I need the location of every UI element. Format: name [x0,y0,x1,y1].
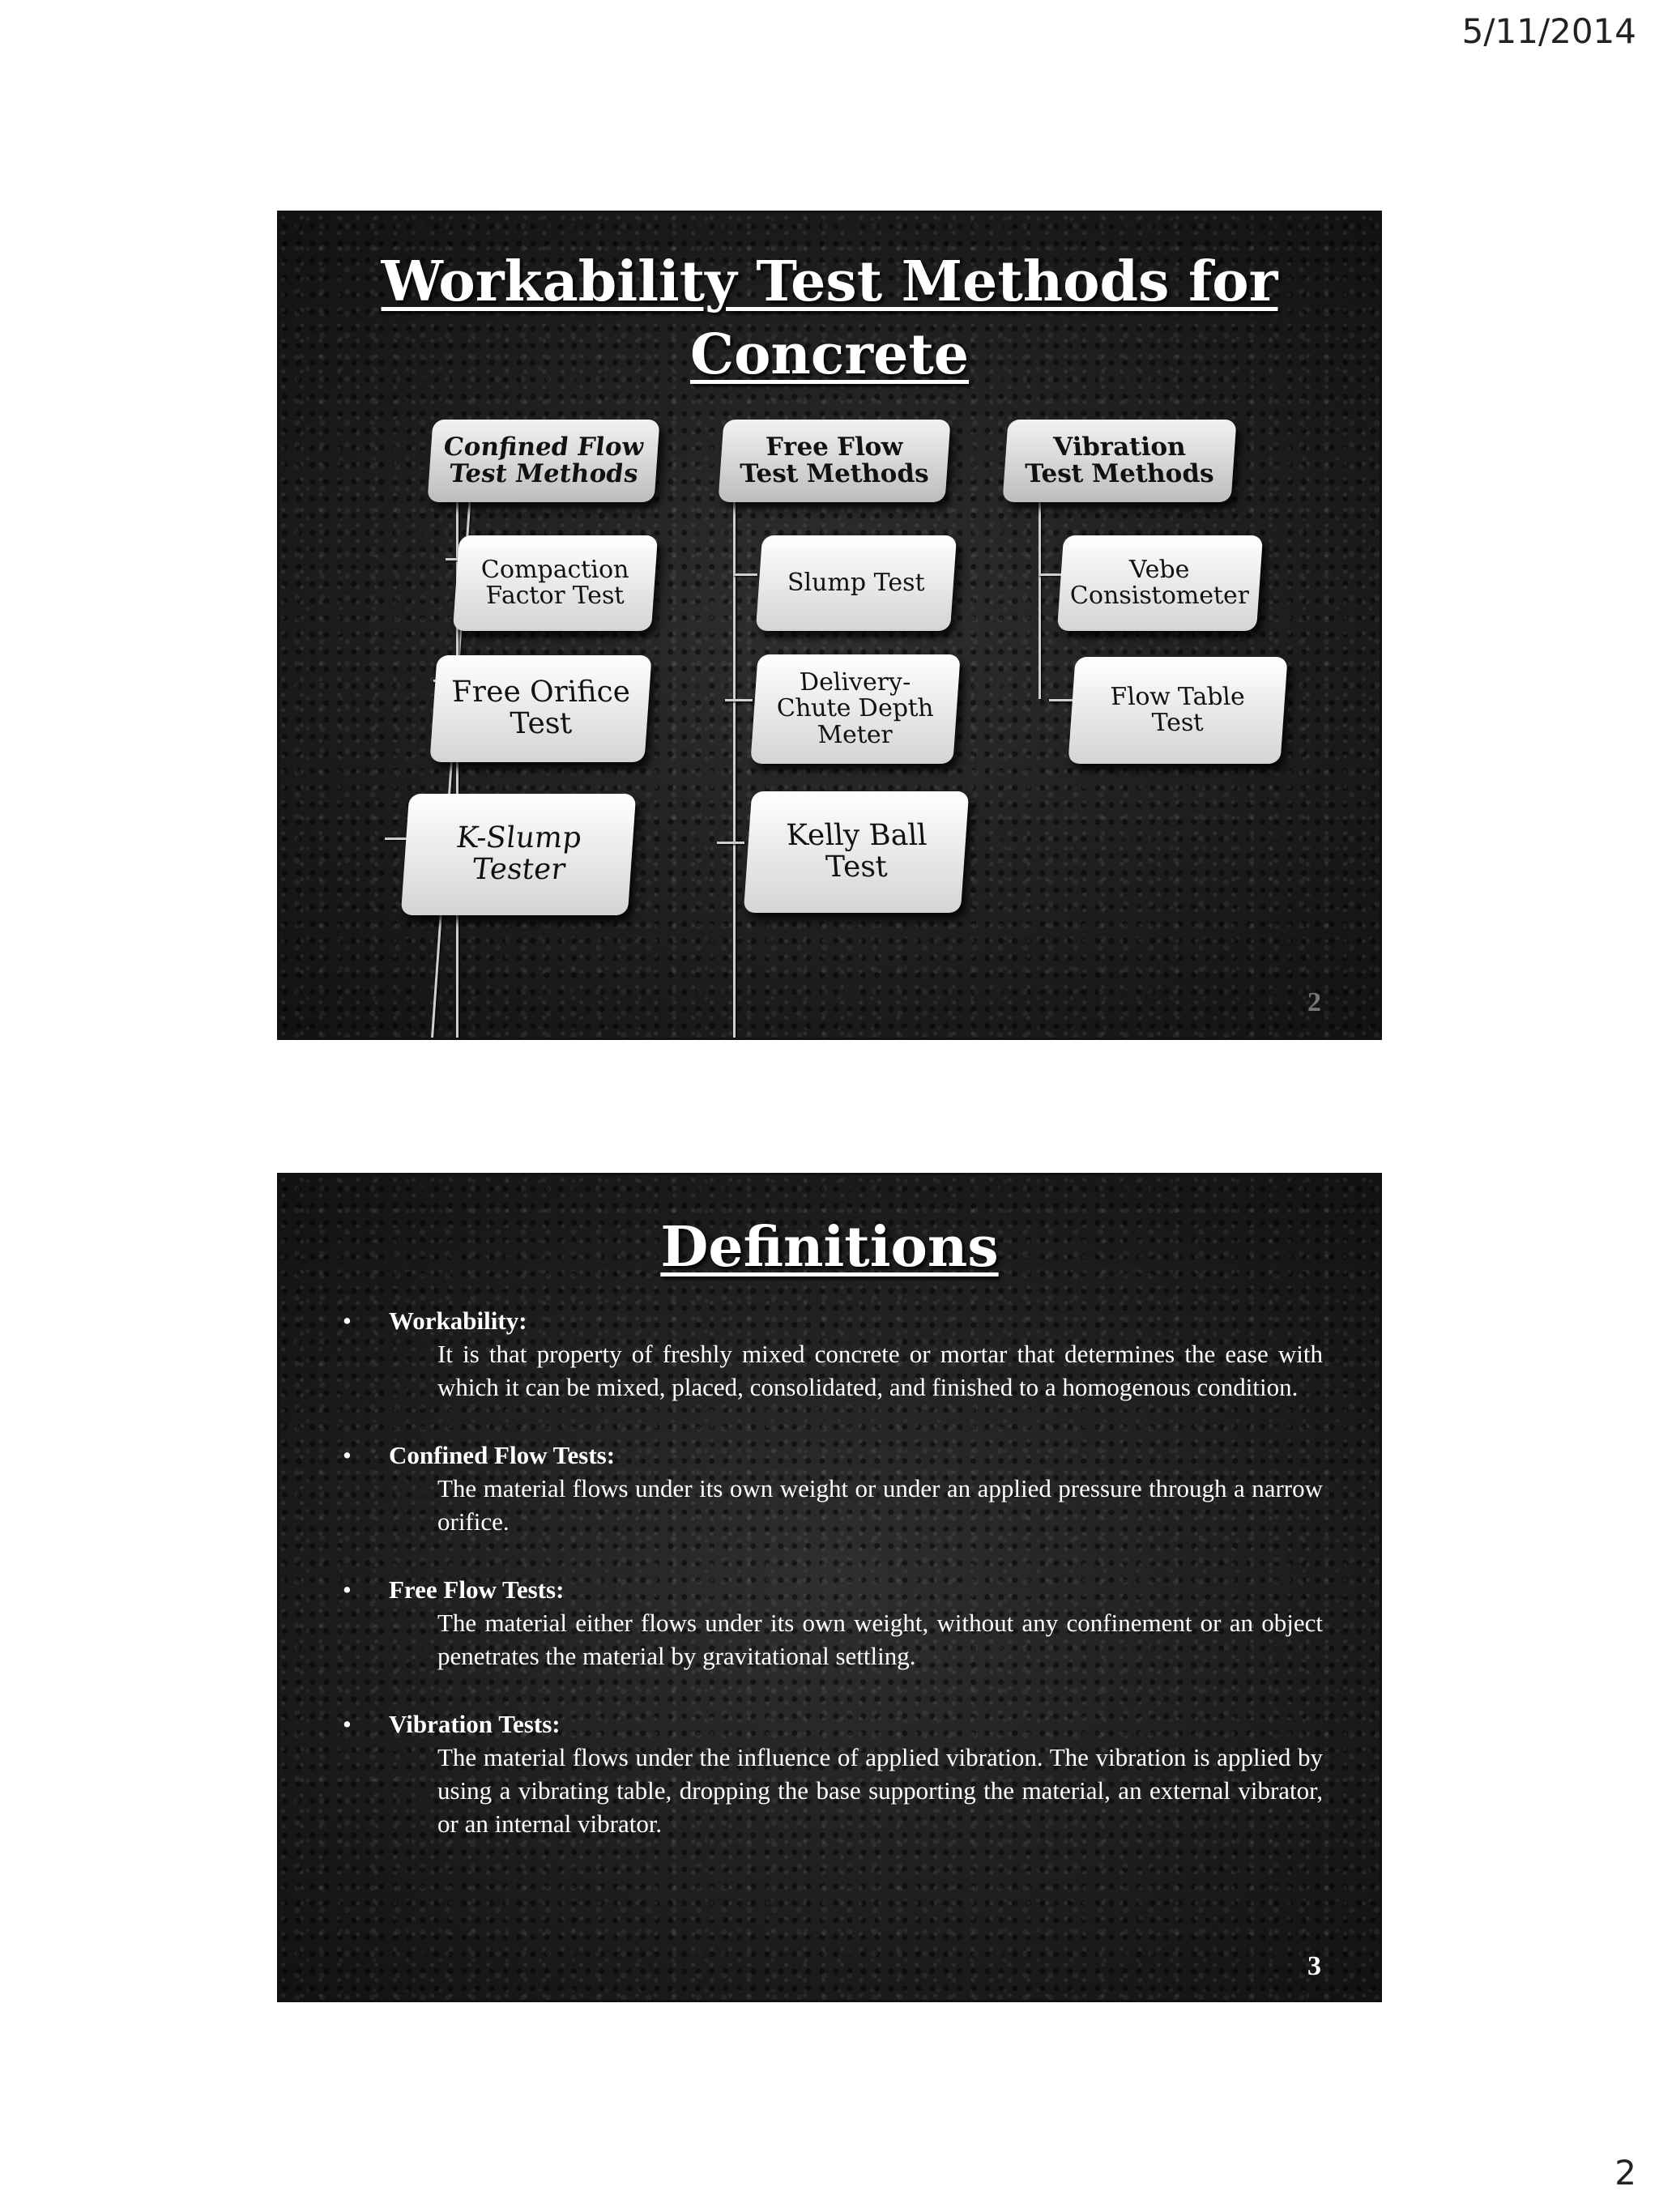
item-text: Kelly Ball [785,819,928,853]
connector-line [717,842,744,844]
bullet: • [343,1441,352,1469]
header-text: Test Methods [739,459,930,488]
bullet: • [343,1306,352,1335]
item-text: Slump Test [787,568,925,597]
definition-term [336,1708,1323,1741]
definition-vibration-tests [336,1708,1323,1840]
connector-line [1038,497,1041,699]
header-free-flow-test-methods [718,420,950,502]
header-text: Free Flow [765,432,904,462]
connector-line [733,573,757,576]
definition-confined-flow-tests [336,1439,1323,1538]
definition-text: The material either flows under its own weight, without any confinement or an object penetrates the material by gravitational settling. [437,1609,1323,1670]
item-text: Test [509,707,573,740]
item-text: Meter [817,720,894,749]
definition-text: The material flows under its own weight or under an applied pressure through a narrow orifice. [437,1474,1323,1536]
item-text: Delivery- [799,667,912,697]
definition-free-flow-tests [336,1574,1323,1673]
item-text: Consistometer [1069,582,1251,610]
definition-workability [336,1305,1323,1404]
term-text: Vibration Tests: [389,1710,561,1738]
item-flow-table-test [1068,657,1287,764]
definition-term [336,1574,1323,1606]
definition-text: It is that property of freshly mixed concrete or mortar that determines the ease with which it can be mixed, placed, consolidated, and finished to a homogenous condition. [437,1340,1323,1401]
slide-title [279,245,1380,391]
item-text: Compaction [480,555,630,584]
header-text: Vibration [1052,432,1187,462]
title-line-1: Workability Test Methods for [381,249,1278,314]
term-text: Confined Flow Tests: [389,1441,616,1469]
header-date: 5/11/2014 [1461,11,1636,51]
header-text: Confined Flow [442,432,645,462]
item-vebe-consistometer [1057,535,1263,631]
slide-title: Definitions [660,1215,999,1280]
term-text: Workability: [389,1306,527,1335]
definition-text: The material flows under the influence of applied vibration. The vibration is applied by using a vibrating table, dropping the base supporting the material, an external vibrator, or an internal vibrator. [437,1743,1323,1838]
header-confined-flow-test-methods [427,420,659,502]
page-number: 2 [1614,2153,1636,2193]
definition-term [336,1305,1323,1337]
title-line-2: Concrete [689,322,970,387]
bullet: • [343,1575,352,1604]
item-text: Factor Test [485,582,625,610]
item-text: Flow Table [1109,682,1247,711]
item-delivery-chute-depth-meter [750,654,960,764]
header-text: Test Methods [1024,459,1215,488]
slide-workability-test-methods [277,211,1382,1040]
item-free-orifice-test [429,655,651,762]
bullet: • [343,1710,352,1738]
term-text: Free Flow Tests: [389,1575,565,1604]
definition-term [336,1439,1323,1472]
definitions-list [336,1305,1323,1876]
connector-line [725,699,753,701]
item-k-slump-tester [401,794,636,915]
connector-line [733,497,736,1040]
item-kelly-ball-test [744,791,969,913]
slide-number: 3 [1307,1951,1321,1981]
slide-definitions [277,1173,1382,2002]
header-text: Test Methods [448,459,639,488]
item-text: Tester [471,853,566,886]
item-compaction-factor-test [453,535,658,631]
slide-number: 2 [1307,987,1321,1017]
item-text: Chute Depth [776,694,935,723]
item-text: K-Slump [455,821,582,855]
item-text: Test [1151,709,1205,737]
item-text: Free Orifice [450,676,631,710]
item-slump-test [756,535,957,631]
header-vibration-test-methods [1002,420,1236,502]
item-text: Test [824,850,889,884]
item-text: Vebe [1128,555,1191,584]
